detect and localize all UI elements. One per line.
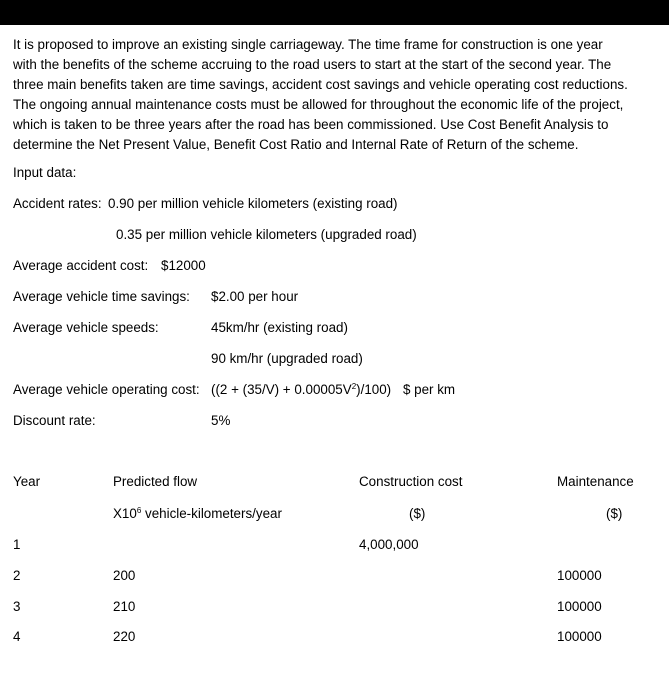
col-header-flow: Predicted flow (113, 474, 198, 489)
discount-rate-value: 5% (211, 413, 231, 428)
statement-line: with the benefits of the scheme accruing to the road users to start at the start of the second year. The (13, 57, 612, 72)
statement-line: which is taken to be three years after the road has been commissioned. Use Cost Benefit Analysis to (13, 117, 609, 132)
table-row-flow: 220 (113, 629, 136, 644)
avg-accident-cost-value: $12000 (161, 258, 206, 273)
table-row-year: 2 (13, 568, 21, 583)
table-row-maintenance: 100000 (557, 599, 602, 614)
formula-part: ((2 + (35/V) + 0.00005V (211, 382, 352, 397)
formula-part: )/100) (356, 382, 392, 397)
operating-cost-label: Average vehicle operating cost: (13, 382, 200, 397)
table-row-flow: 200 (113, 568, 136, 583)
statement-line: three main benefits taken are time savings, accident cost savings and vehicle operating cost reductions. (13, 77, 628, 92)
accident-rates-label: Accident rates: (13, 196, 102, 211)
accident-rate-upgraded: 0.35 per million vehicle kilometers (upgraded road) (116, 227, 417, 242)
avg-accident-cost-label: Average accident cost: (13, 258, 149, 273)
statement-line: determine the Net Present Value, Benefit Cost Ratio and Internal Rate of Return of the scheme. (13, 137, 579, 152)
accident-rate-existing: 0.90 per million vehicle kilometers (existing road) (108, 196, 398, 211)
flow-unit-exponent: 6 (136, 506, 142, 515)
statement-line: It is proposed to improve an existing single carriageway. The time frame for construction is one year (13, 37, 603, 52)
table-row-maintenance: 100000 (557, 629, 602, 644)
top-black-bar (0, 0, 669, 25)
table-row-maintenance: 100000 (557, 568, 602, 583)
statement-line: The ongoing annual maintenance costs must be allowed for throughout the economic life of the project, (13, 97, 624, 112)
time-savings-value: $2.00 per hour (211, 289, 299, 304)
time-savings-label: Average vehicle time savings: (13, 289, 190, 304)
table-row-year: 1 (13, 537, 21, 552)
col-header-construction: Construction cost (359, 474, 463, 489)
discount-rate-label: Discount rate: (13, 413, 96, 428)
table-row-year: 4 (13, 629, 21, 644)
speed-upgraded: 90 km/hr (upgraded road) (211, 351, 363, 366)
flow-unit-part: vehicle-kilometers/year (141, 506, 282, 521)
formula-exponent: 2 (351, 382, 357, 391)
flow-unit-part: X10 (113, 506, 137, 521)
avg-speeds-label: Average vehicle speeds: (13, 320, 159, 335)
operating-cost-formula (211, 381, 391, 399)
table-row-flow: 210 (113, 599, 136, 614)
table-row-year: 3 (13, 599, 21, 614)
construction-unit: ($) (409, 506, 426, 521)
maintenance-unit: ($) (606, 506, 623, 521)
speed-existing: 45km/hr (existing road) (211, 320, 348, 335)
table-row-construction: 4,000,000 (359, 537, 419, 552)
input-data-heading: Input data: (13, 165, 77, 180)
col-header-year: Year (13, 474, 41, 489)
col-header-maintenance: Maintenance (557, 474, 634, 489)
problem-statement (13, 35, 663, 155)
operating-cost-unit: $ per km (403, 382, 456, 397)
flow-unit (113, 505, 282, 523)
